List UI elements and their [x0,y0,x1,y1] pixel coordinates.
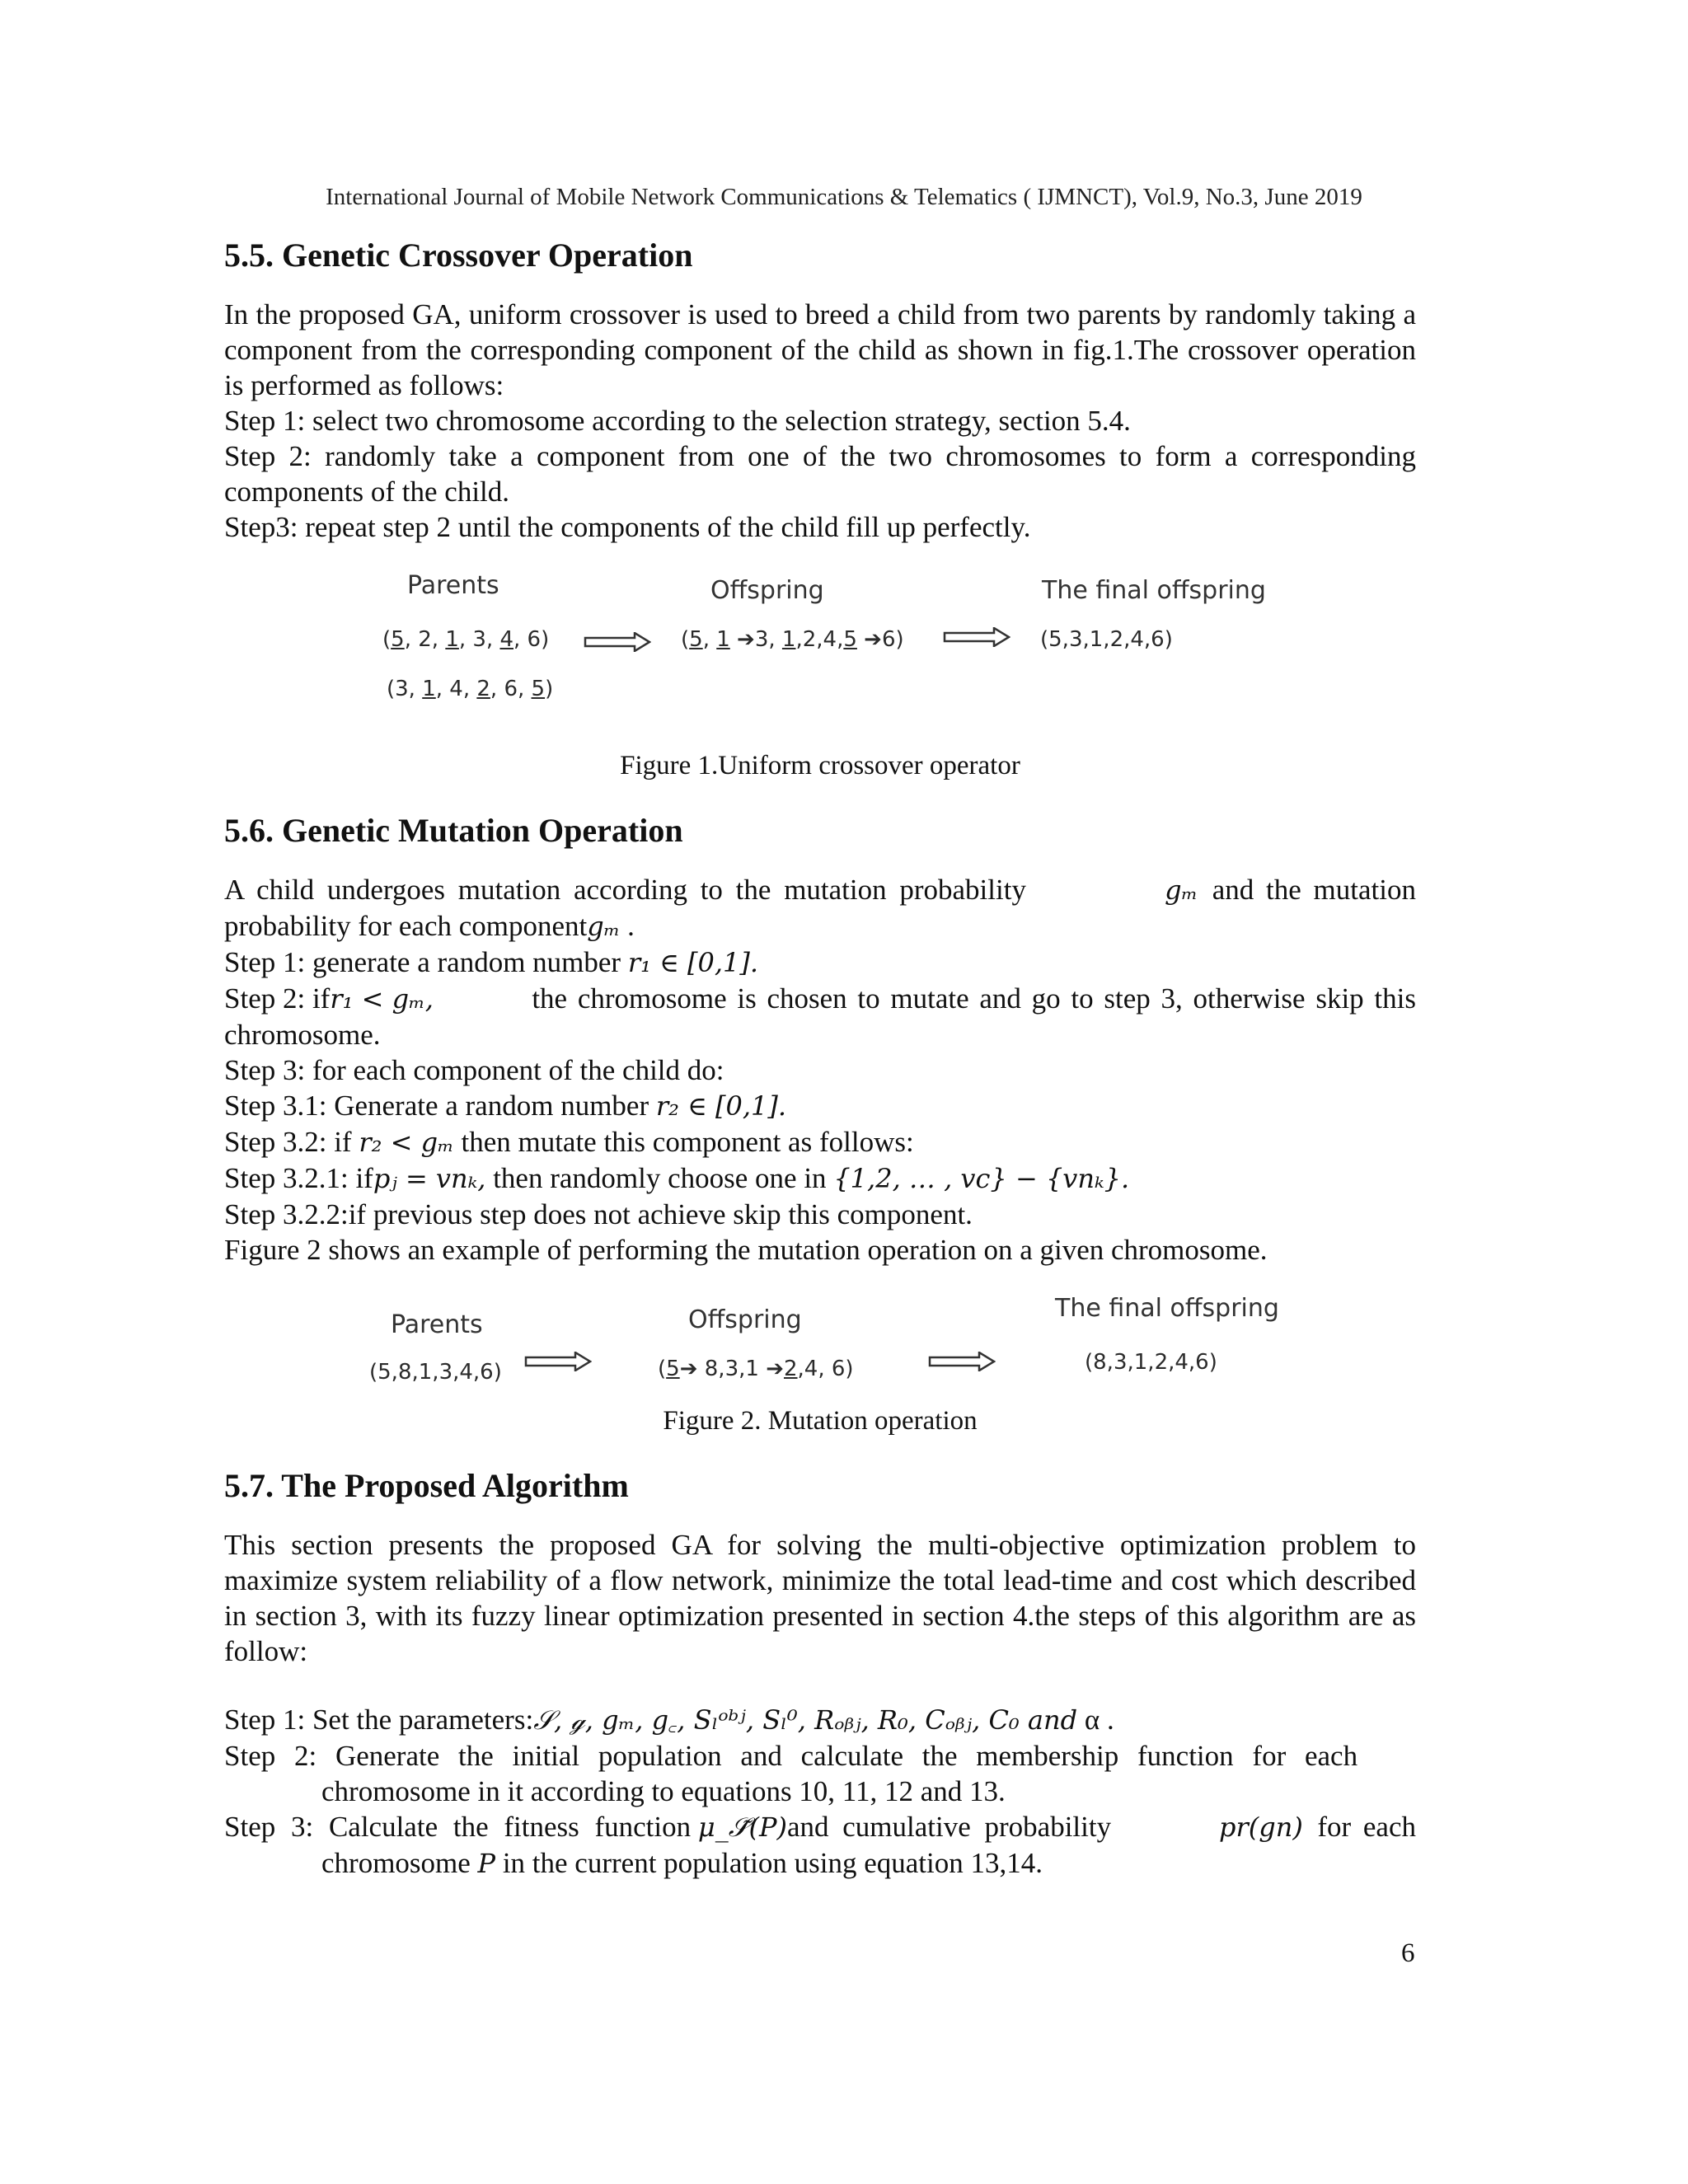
fig2-final-offspring: (8,3,1,2,4,6) [1085,1350,1217,1375]
fig1-offspring-label: Offspring [710,576,824,605]
arrow-icon: ➔ [729,627,755,652]
fig1-final-label: The final offspring [1042,576,1266,605]
paragraph: In the proposed GA, uniform crossover is used to breed a child from two parents by randomly taking a component from the corresponding component of the child as shown in fig.1.The crossover operation is performed as follows: [224,298,1416,401]
arrow-icon: ➔ [766,1357,784,1381]
fig1-parents-label: Parents [407,571,499,600]
figure-2-caption: Figure 2. Mutation operation [663,1406,978,1436]
right-arrow-icon [584,632,651,652]
fig2-offspring-label: Offspring [688,1305,802,1334]
page-number: 6 [1401,1938,1415,1968]
section-heading-5-5: 5.5. Genetic Crossover Operation [224,237,693,274]
step-line: Step 3.2: if r₂ < gₘ then mutate this component as follows: [224,1126,914,1158]
figure-1-caption: Figure 1.Uniform crossover operator [620,751,1020,780]
fig2-final-label: The final offspring [1055,1294,1279,1323]
mutation-intro-line-2: probability for each componentgₘ . [224,910,635,942]
step-line: Step 1: select two chromosome according to the selection strategy, section 5.4. [224,405,1131,437]
step-line: Step 2: ifr₁ < gₘ, the chromosome is chosen to mutate and go to step 3, otherwise skip this [224,982,1416,1015]
figure-2 [224,1292,1416,1406]
fig1-parent-2: (3, 1, 4, 2, 6, 5) [387,677,554,701]
fig2-parent: (5,8,1,3,4,6) [369,1360,502,1385]
step-line: chromosome P in the current population using equation 13,14. [321,1847,1043,1879]
step-line: Step 3.2.2:if previous step does not achieve skip this component. [224,1198,973,1230]
figure-1 [224,568,1416,751]
step-line: Step 3: Calculate the fitness function μ_𝒮̃(P)and cumulative probability pr(gn) for each [224,1811,1416,1843]
right-arrow-icon [524,1352,592,1371]
page-content [224,231,1416,1882]
fig2-parents-label: Parents [391,1310,483,1339]
fig1-offspring: (5, 1 ➔3, 1,2,4,5 ➔6) [681,627,904,652]
right-arrow-icon [928,1352,996,1371]
step-line: chromosome. [224,1019,381,1051]
fig1-parent-1: (5, 2, 1, 3, 4, 6) [382,627,550,652]
step-line: Step 2: Generate the initial population and calculate the membership function for each [224,1740,1358,1772]
fig2-offspring: (5➔ 8,3,1 ➔2,4, 6) [658,1357,854,1381]
mutation-intro-line-1: A child undergoes mutation according to the mutation probability gₘ and the mutation [224,874,1416,906]
fig1-final-offspring: (5,3,1,2,4,6) [1040,627,1173,652]
running-head: International Journal of Mobile Network Communications & Telematics ( IJMNCT), Vol.9, No.3, June 2019 [326,184,1362,210]
section-heading-5-6: 5.6. Genetic Mutation Operation [224,812,683,849]
section-heading-5-7: 5.7. The Proposed Algorithm [224,1467,629,1504]
step-line: Step 3.2.1: ifpⱼ = vnₖ, then randomly choose one in {1,2, … , vc} − {vnₖ}. [224,1162,1130,1194]
right-arrow-icon [943,627,1010,647]
step-line: Step 2: randomly take a component from one of the two chromosomes to form a corresponding components of the child. [224,440,1416,508]
step-line: Figure 2 shows an example of performing the mutation operation on a given chromosome. [224,1234,1268,1266]
step-line: Step 3: for each component of the child do: [224,1054,724,1086]
step-line: Step3: repeat step 2 until the components of the child fill up perfectly. [224,511,1031,543]
step-line: Step 1: generate a random number r₁ ∈ [0,1]. [224,946,759,978]
paragraph: This section presents the proposed GA for solving the multi-objective optimization problem to maximize system reliability of a flow network, minimize the total lead-time and cost which described in section 3, with its fuzzy linear optimization presented in section 4.the steps of this algorithm are as follow: [224,1529,1416,1667]
step-line: chromosome in it according to equations 10, 11, 12 and 13. [321,1775,1006,1807]
step-line: Step 1: Set the parameters:𝒮, ℊ, gₘ, g꜀, Sₗᵒᵇʲ, Sₗ⁰, Rₒᵦⱼ, R₀, Cₒᵦⱼ, C₀ and α . [224,1704,1114,1736]
arrow-icon: ➔ [679,1357,698,1381]
step-line: Step 3.1: Generate a random number r₂ ∈ [0,1]. [224,1090,787,1122]
arrow-icon: ➔ [856,627,882,652]
